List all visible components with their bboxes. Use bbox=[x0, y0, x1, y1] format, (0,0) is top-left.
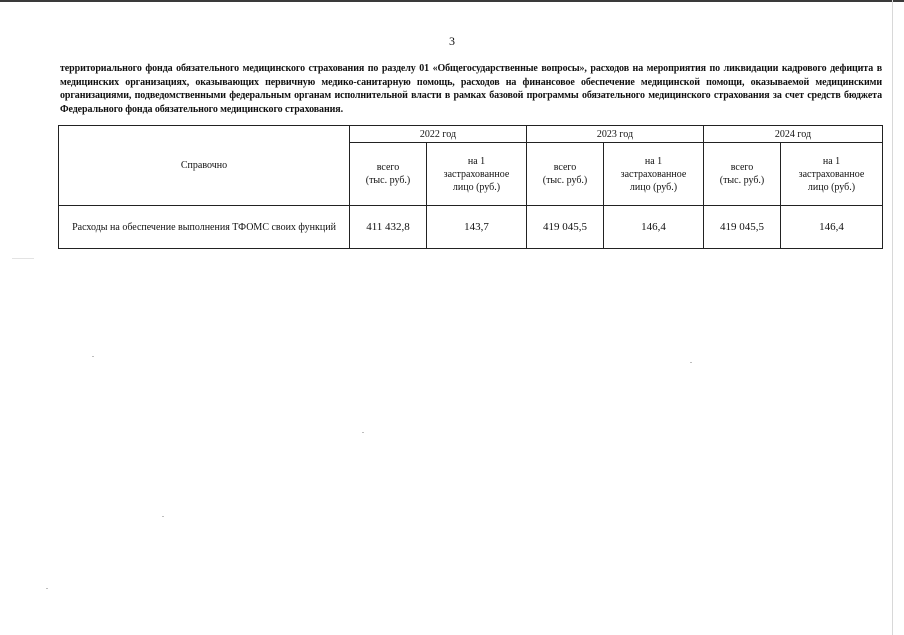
value-2023-total: 419 045,5 bbox=[527, 206, 604, 249]
table-header-row-years bbox=[59, 126, 883, 143]
page-number: 3 bbox=[449, 34, 455, 48]
scan-speck bbox=[690, 362, 692, 363]
sub-header-total: всего (тыс. руб.) bbox=[350, 143, 427, 206]
header-label-cell: Справочно bbox=[59, 126, 350, 206]
value-2024-total: 419 045,5 bbox=[704, 206, 781, 249]
page-right-edge bbox=[892, 0, 893, 635]
sub-header-per-person: на 1 застрахованное лицо (руб.) bbox=[604, 143, 704, 206]
value-2022-total: 411 432,8 bbox=[350, 206, 427, 249]
sub-header-per-person: на 1 застрахованное лицо (руб.) bbox=[781, 143, 883, 206]
body-paragraph: территориального фонда обязательного медицинского страхования по разделу 01 «Общегосударственные вопросы», расходов на мероприятия по ликвидации кадрового дефицита в медицинских организациях, оказывающих первичную медико-санитарную помощь, расходов на финансовое обеспечение медицинской помощи, оказываемой медицинскими организациями, подведомственными федеральным органам исполнительной власти в рамках базовой программы обязательного медицинского страхования за счет средств бюджета Федерального фонда обязательного медицинского страхования. bbox=[60, 63, 882, 115]
scan-speck bbox=[362, 432, 364, 433]
row-label: Расходы на обеспечение выполнения ТФОМС своих функций bbox=[59, 206, 350, 249]
table-row bbox=[59, 206, 883, 249]
sub-header-total: всего (тыс. руб.) bbox=[527, 143, 604, 206]
scan-speck bbox=[92, 356, 94, 357]
value-2023-per-person: 146,4 bbox=[604, 206, 704, 249]
value-2022-per-person: 143,7 bbox=[427, 206, 527, 249]
sub-header-total: всего (тыс. руб.) bbox=[704, 143, 781, 206]
year-header-2024: 2024 год bbox=[704, 126, 883, 143]
scan-speck bbox=[46, 588, 48, 589]
top-border bbox=[0, 0, 904, 2]
year-header-2022: 2022 год bbox=[350, 126, 527, 143]
value-2024-per-person: 146,4 bbox=[781, 206, 883, 249]
scan-mark bbox=[12, 258, 34, 259]
scan-speck bbox=[162, 516, 164, 517]
year-header-2023: 2023 год bbox=[527, 126, 704, 143]
sub-header-per-person: на 1 застрахованное лицо (руб.) bbox=[427, 143, 527, 206]
reference-table bbox=[58, 125, 883, 249]
